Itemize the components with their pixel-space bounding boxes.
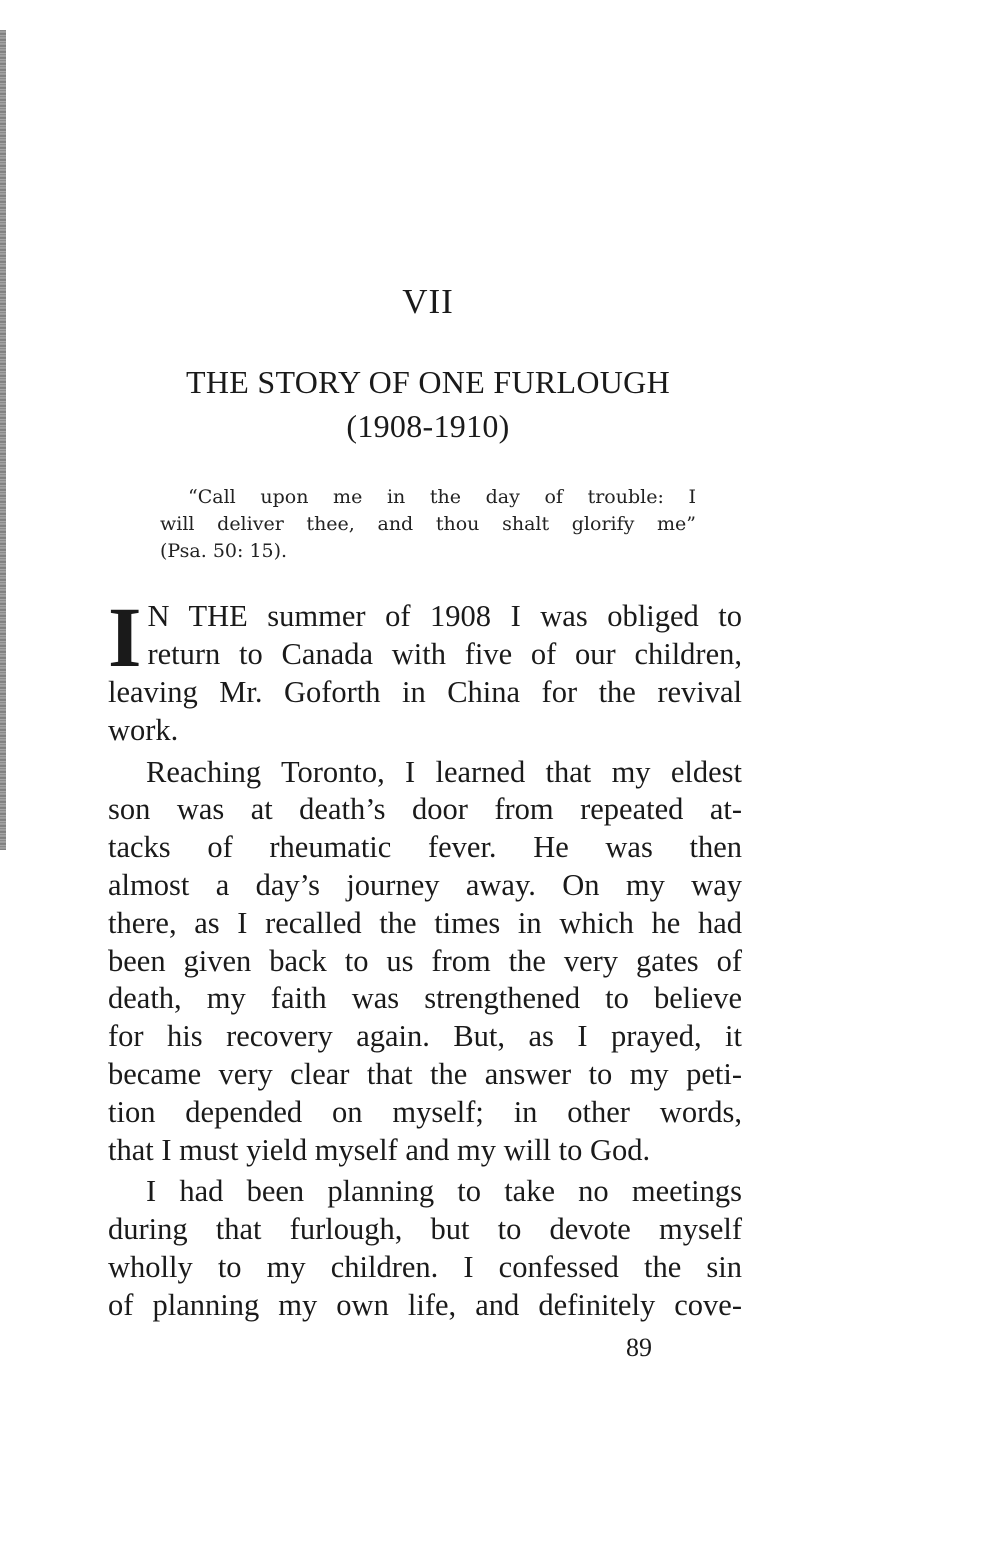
- chapter-title-main: THE STORY OF ONE FURLOUGH: [186, 364, 670, 400]
- text-line: tacks of rheumatic fever. He was then: [108, 830, 742, 865]
- text-line: I had been planning to take no meetings: [146, 1174, 742, 1209]
- chapter-title-dates: (1908-1910): [346, 408, 510, 444]
- text-line: return to Canada with five of our children,: [147, 636, 742, 671]
- text-line: Reaching Toronto, I learned that my eldest: [146, 754, 742, 789]
- text-line: for his recovery again. But, as I prayed, it: [108, 1019, 742, 1054]
- text-line: almost a day’s journey away. On my way: [108, 867, 742, 902]
- text-line: wholly to my children. I confessed the sin: [108, 1249, 742, 1284]
- text-line: death, my faith was strengthened to believe: [108, 981, 742, 1016]
- paragraph-2: [108, 754, 742, 1170]
- text-line: N THE summer of 1908 I was obliged to: [147, 599, 742, 633]
- text-line: became very clear that the answer to my peti-: [108, 1056, 742, 1091]
- chapter-body: [108, 589, 742, 1329]
- text-line: that I must yield myself and my will to God.: [108, 1132, 651, 1167]
- page-number: 89: [626, 1333, 652, 1362]
- epigraph-citation: (Psa. 50: 15).: [160, 540, 288, 562]
- text-line: leaving Mr. Goforth in China for the revival: [108, 675, 742, 709]
- chapter-number: VII: [402, 282, 454, 321]
- text-line: been given back to us from the very gates of: [108, 943, 742, 978]
- epigraph-line: “Call upon me in the day of trouble: I: [188, 486, 696, 508]
- epigraph-line: will deliver thee, and thou shalt glorify me”: [160, 513, 696, 535]
- epigraph: [160, 484, 696, 565]
- chapter-title: [0, 360, 856, 448]
- drop-cap: I: [108, 589, 142, 685]
- text-line: son was at death’s door from repeated at-: [108, 792, 742, 827]
- text-line: there, as I recalled the times in which he had: [108, 905, 742, 940]
- paragraph-3: [108, 1173, 742, 1324]
- text-line: tion depended on myself; in other words,: [108, 1094, 742, 1129]
- text-line: of planning my own life, and definitely cove-: [108, 1287, 742, 1322]
- paragraph-1: [108, 589, 742, 750]
- text-line: during that furlough, but to devote myself: [108, 1212, 742, 1247]
- text-line: work.: [108, 712, 179, 747]
